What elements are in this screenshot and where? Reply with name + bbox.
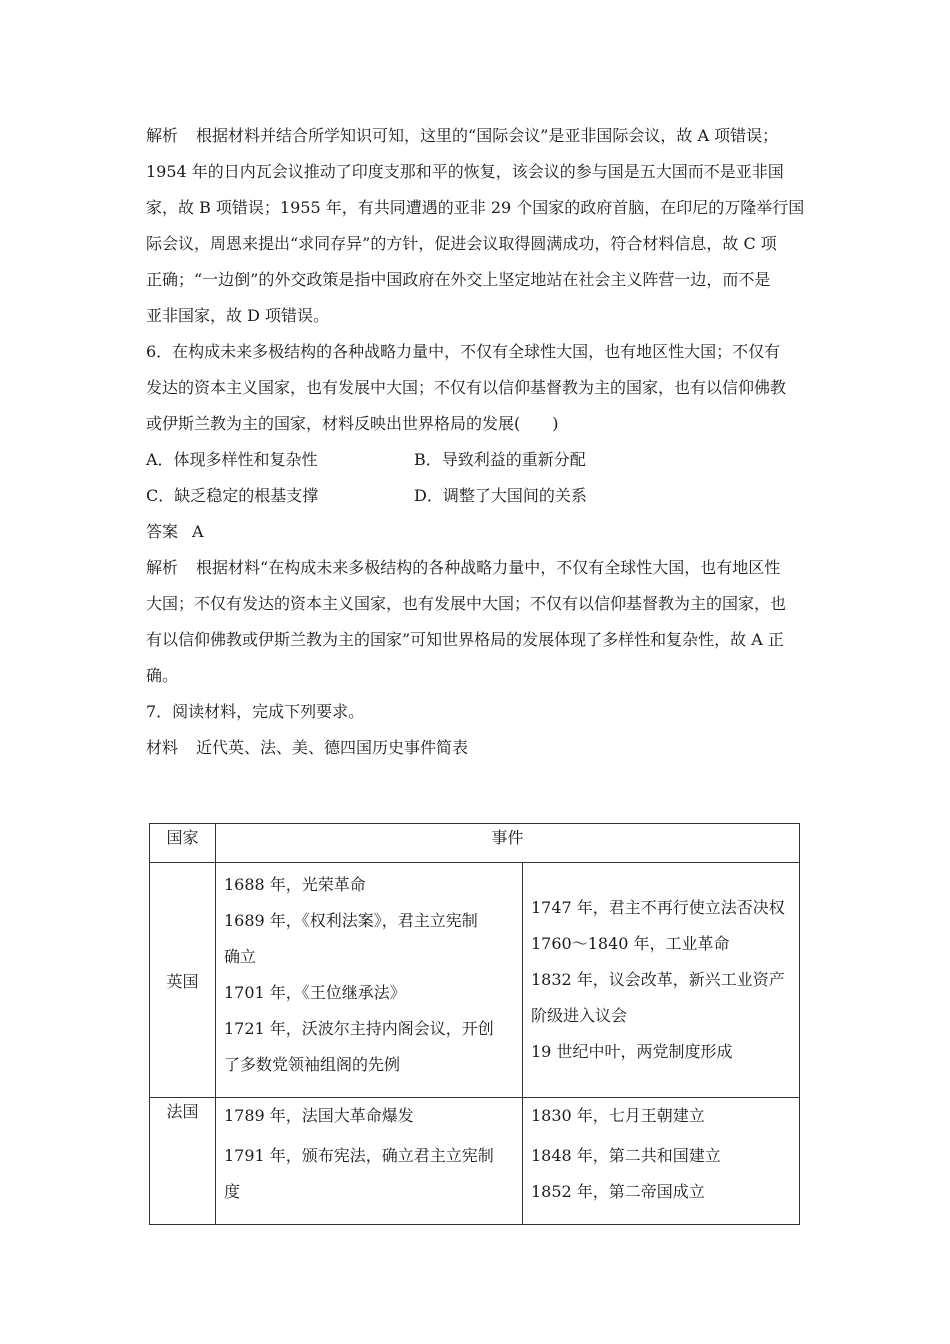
- event-line: 1848 年，第二共和国建立: [531, 1146, 721, 1165]
- event-line: 1852 年，第二帝国成立: [531, 1182, 705, 1201]
- q6-stem: [146, 334, 814, 442]
- header-events: 事件: [216, 824, 800, 863]
- option-b: B．导致利益的重新分配: [414, 450, 586, 469]
- option-c: C．缺乏稳定的根基支撑: [146, 486, 319, 505]
- event-line: 1830 年，七月王朝建立: [531, 1106, 705, 1125]
- event-line: 1688 年，光荣革命: [224, 875, 366, 894]
- q6-analysis-line: 确。: [146, 666, 179, 685]
- country-uk: 英国: [150, 863, 216, 1098]
- history-events-table: [149, 823, 800, 1225]
- header-country: 国家: [150, 824, 216, 863]
- q7-stem: 7．阅读材料，完成下列要求。 材料 近代英、法、美、德四国历史事件简表: [146, 694, 814, 766]
- event-line: 1789 年，法国大革命爆发: [224, 1106, 414, 1125]
- event-line: 1791 年，颁布宪法，确立君主立宪制: [224, 1146, 494, 1165]
- q6-analysis-line: 有以信仰佛教或伊斯兰教为主的国家”可知世界格局的发展体现了多样性和复杂性，故 A 正: [146, 630, 784, 649]
- q6-analysis-line: 解析 根据材料“在构成未来多极结构的各种战略力量中，不仅有全球性大国，也有地区性: [146, 558, 781, 577]
- material-label: 材料: [146, 738, 179, 757]
- country-fr: 法国: [150, 1098, 216, 1225]
- page-content: [146, 118, 814, 766]
- q5-analysis-line: 1954 年的日内瓦会议推动了印度支那和平的恢复，该会议的参与国是五大国而不是亚非国: [146, 162, 784, 181]
- event-line: 1747 年，君主不再行使立法否决权: [531, 898, 785, 917]
- q5-analysis-line: 解析 根据材料并结合所学知识可知，这里的“国际会议”是亚非国际会议，故 A 项错误；: [146, 126, 779, 145]
- q5-analysis-line: 家，故 B 项错误；1955 年，有共同遭遇的亚非 29 个国家的政府首脑，在印尼的万隆举行国: [146, 198, 805, 217]
- event-line: 1721 年，沃波尔主持内阁会议，开创: [224, 1019, 494, 1038]
- uk-events-right: [523, 863, 800, 1098]
- event-line: 1832 年，议会改革，新兴工业资产: [531, 970, 785, 989]
- event-line: 了多数党领袖组阁的先例: [224, 1055, 401, 1074]
- uk-events-left: [216, 863, 523, 1098]
- q5-analysis-line: 正确；“一边倒”的外交政策是指中国政府在外交上坚定地站在社会主义阵营一边，而不是: [146, 270, 771, 289]
- q6-stem-line: 或伊斯兰教为主的国家，材料反映出世界格局的发展( ): [146, 414, 559, 433]
- table-row-uk: [150, 863, 800, 1098]
- table-row-fr: [150, 1098, 800, 1225]
- fr-events-right: [523, 1098, 800, 1225]
- fr-events-left: [216, 1098, 523, 1225]
- material-title: 近代英、法、美、德四国历史事件简表: [196, 738, 469, 757]
- q6-answer: [146, 514, 814, 550]
- q6-stem-line: 6．在构成未来多极结构的各种战略力量中，不仅有全球性大国，也有地区性大国；不仅有: [146, 342, 781, 361]
- material-caption: [146, 730, 814, 766]
- event-line: 确立: [224, 947, 257, 966]
- q6-analysis: [146, 550, 814, 694]
- event-line: 19 世纪中叶，两党制度形成: [531, 1042, 733, 1061]
- event-line: 度: [224, 1182, 241, 1201]
- analysis-label: 解析: [146, 558, 179, 577]
- q5-analysis-line: 际会议，周恩来提出“求同存异”的方针，促进会议取得圆满成功，符合材料信息，故 C 项: [146, 234, 777, 253]
- q5-analysis: [146, 118, 814, 334]
- q6-stem-line: 发达的资本主义国家，也有发展中大国；不仅有以信仰基督教为主的国家，也有以信仰佛教: [146, 378, 787, 397]
- q6-options: [146, 442, 814, 514]
- event-line: 1760～1840 年，工业革命: [531, 934, 730, 953]
- q6-analysis-line: 大国；不仅有发达的资本主义国家，也有发展中大国；不仅有以信仰基督教为主的国家，也: [146, 594, 787, 613]
- q5-analysis-line: 亚非国家，故 D 项错误。: [146, 306, 330, 325]
- event-line: 阶级进入议会: [531, 1006, 628, 1025]
- option-a: A．体现多样性和复杂性: [146, 450, 318, 469]
- table-header-row: [150, 824, 800, 863]
- option-d: D．调整了大国间的关系: [414, 486, 587, 505]
- event-line: 1701 年，《王位继承法》: [224, 983, 406, 1002]
- event-line: 1689 年，《权利法案》，君主立宪制: [224, 911, 478, 930]
- analysis-label: 解析: [146, 126, 179, 145]
- answer-value: A: [192, 522, 204, 541]
- answer-label: 答案: [146, 522, 179, 541]
